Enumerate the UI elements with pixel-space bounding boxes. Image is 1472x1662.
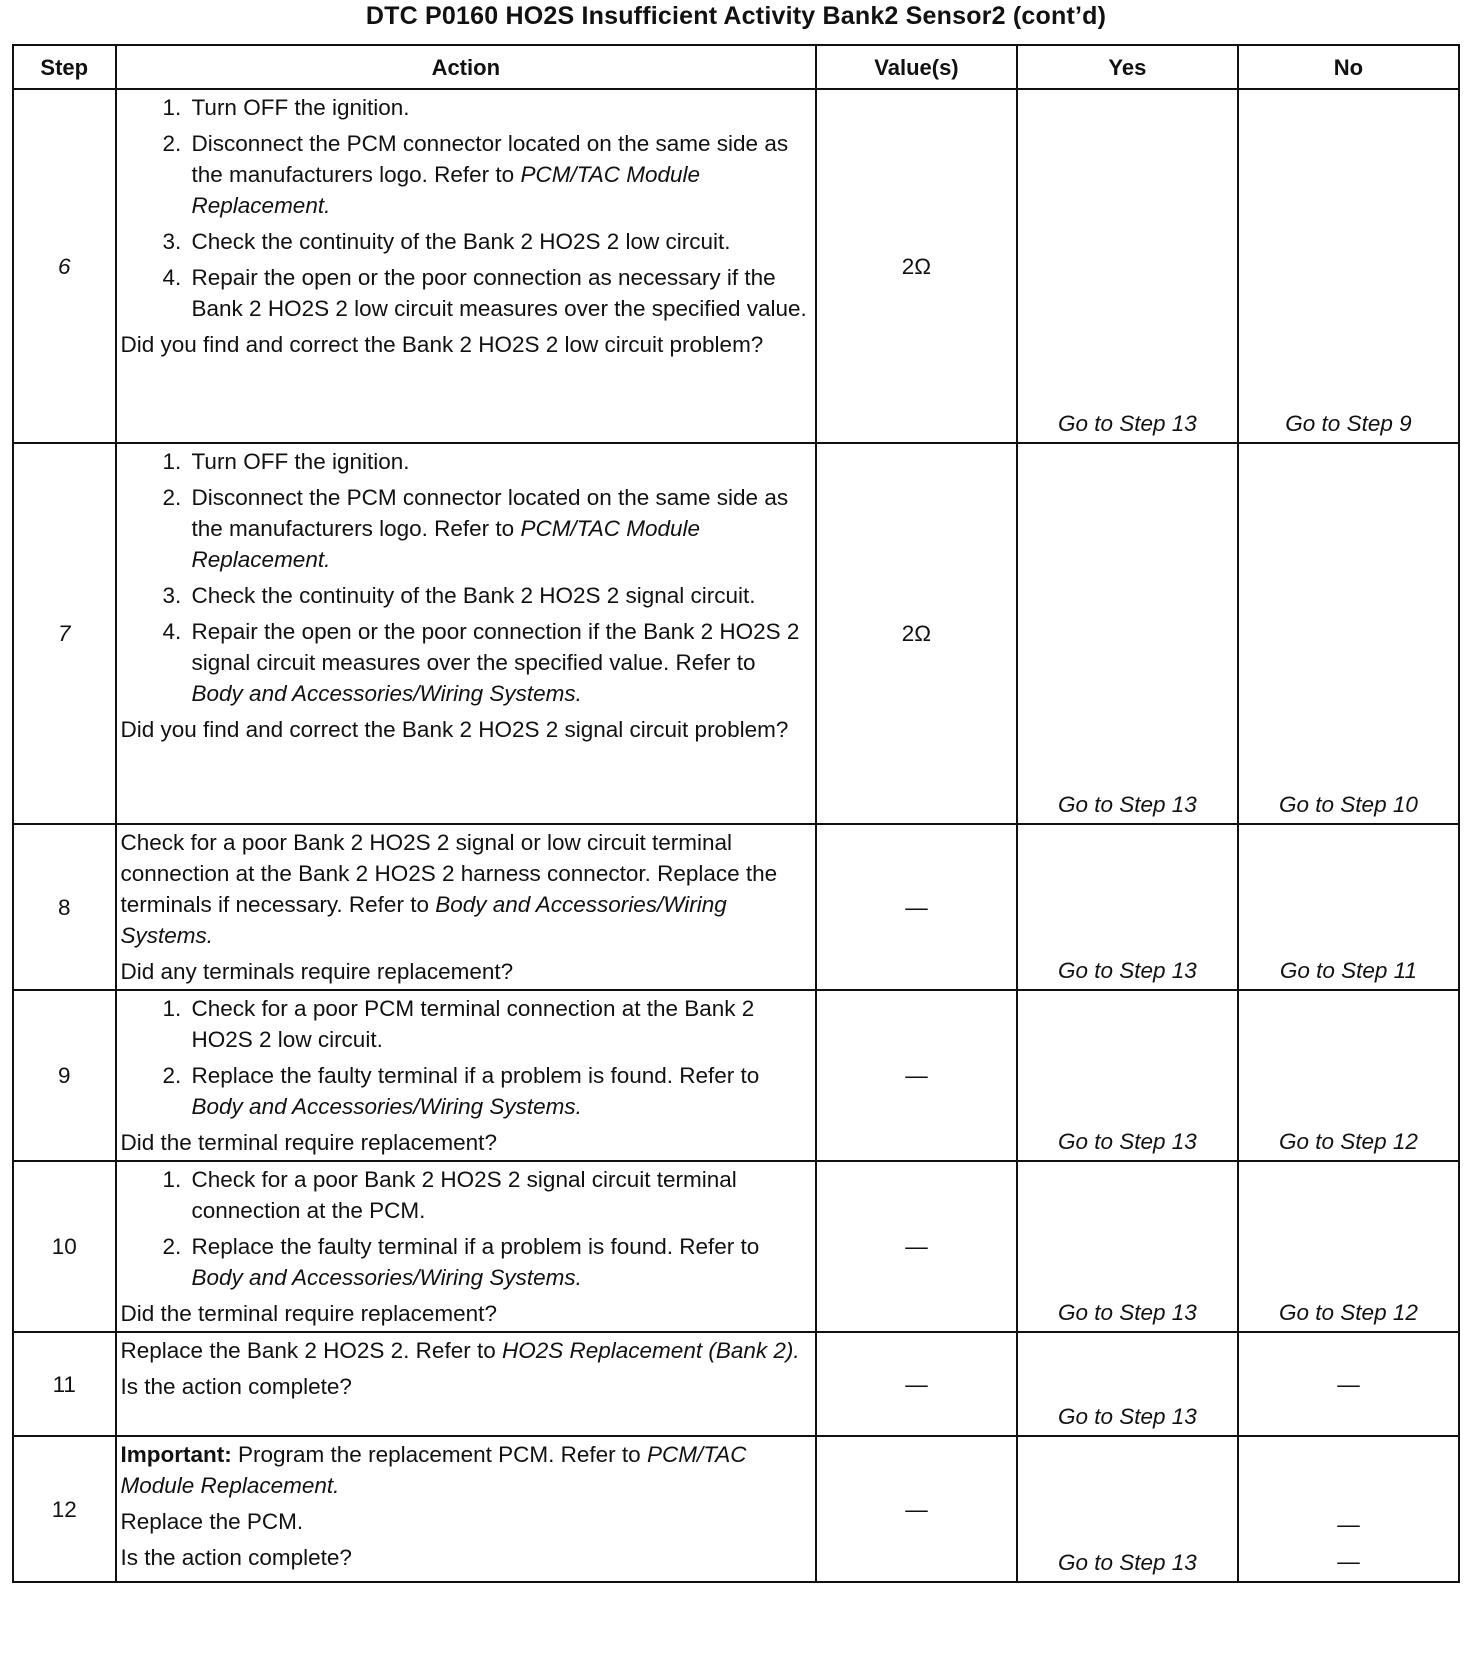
reference-link: PCM/TAC Module Replacement. [191,162,701,218]
step-number: 7 [13,443,116,824]
no-cell: — [1238,1332,1459,1436]
action-question: Did the terminal require replacement? [120,1301,497,1326]
header-values: Value(s) [816,45,1017,89]
value-cell: — [816,1436,1017,1582]
action-question: Did you find and correct the Bank 2 HO2S 2 signal circuit problem? [120,717,789,742]
action-list [121,993,812,1122]
step-number: 8 [13,824,116,990]
value-cell: 2Ω [816,443,1017,824]
header-step: Step [13,45,116,89]
action-text: Check for a poor Bank 2 HO2S 2 signal or low circuit terminal connection at the Bank 2 HO2S 2 harness connector. Replace the terminals if necessary. Refer to Body and Accessories/Wiring Systems. [120,830,778,948]
action-cell [116,1161,817,1332]
action-list [121,1164,812,1293]
value-cell: — [816,1161,1017,1332]
step-number: 9 [13,990,116,1161]
table-row [13,89,1459,443]
reference-link: Body and Accessories/Wiring Systems. [191,1094,582,1119]
important-label: Important: [120,1442,232,1467]
action-text: Replace the Bank 2 HO2S 2. Refer to HO2S Replacement (Bank 2). [120,1338,800,1363]
table-row [13,990,1459,1161]
yes-cell: Go to Step 13 [1017,824,1238,990]
value-cell: 2Ω [816,89,1017,443]
table-row [13,1332,1459,1436]
action-item: 1. Check for a poor PCM terminal connection at the Bank 2 HO2S 2 low circuit. [188,993,812,1055]
action-question: Is the action complete? [120,1374,352,1399]
table-row [13,824,1459,990]
action-cell [116,824,817,990]
yes-cell: Go to Step 13 [1017,443,1238,824]
action-question: Is the action complete? [120,1545,352,1570]
table-row [13,1436,1459,1582]
action-item: 4. Repair the open or the poor connection if the Bank 2 HO2S 2 signal circuit measures over the specified value. Refer to Body and Accessories/Wiring Systems. [188,616,812,709]
reference-link: HO2S Replacement (Bank 2). [501,1338,800,1363]
header-no: No [1238,45,1459,89]
step-number: 11 [13,1332,116,1436]
action-item: 2. Disconnect the PCM connector located on the same side as the manufacturers logo. Refer to PCM/TAC Module Replacement. [188,482,812,575]
diagnostic-steps-table [12,44,1460,1583]
no-cell: Go to Step 11 [1238,824,1459,990]
action-cell [116,443,817,824]
yes-cell: Go to Step 13 [1017,990,1238,1161]
yes-cell: Go to Step 13 [1017,89,1238,443]
page-title: DTC P0160 HO2S Insufficient Activity Bank2 Sensor2 (cont’d) [365,2,1107,30]
action-item: 3. Check the continuity of the Bank 2 HO2S 2 signal circuit. [188,580,812,611]
header-action: Action [116,45,817,89]
header-yes: Yes [1017,45,1238,89]
yes-cell: Go to Step 13 [1017,1436,1238,1582]
no-cell: Go to Step 9 [1238,89,1459,443]
yes-cell: Go to Step 13 [1017,1161,1238,1332]
reference-link: Body and Accessories/Wiring Systems. [191,1265,582,1290]
step-number: 12 [13,1436,116,1582]
no-cell: Go to Step 12 [1238,1161,1459,1332]
action-item: 1. Turn OFF the ignition. [188,446,812,477]
no-cell: Go to Step 12 [1238,990,1459,1161]
action-text: Replace the PCM. [120,1509,304,1534]
step-number: 6 [13,89,116,443]
reference-link: PCM/TAC Module Replacement. [191,516,701,572]
action-cell [116,1436,817,1582]
step-number: 10 [13,1161,116,1332]
action-question: Did the terminal require replacement? [120,1130,497,1155]
important-note: Important: Program the replacement PCM. Refer to PCM/TAC Module Replacement. [120,1442,747,1498]
action-item: 2. Replace the faulty terminal if a problem is found. Refer to Body and Accessories/Wiring Systems. [188,1231,812,1293]
yes-cell: Go to Step 13 [1017,1332,1238,1436]
action-item: 2. Replace the faulty terminal if a problem is found. Refer to Body and Accessories/Wiring Systems. [188,1060,812,1122]
no-dash: — [1337,1512,1360,1537]
action-question: Did any terminals require replacement? [120,959,514,984]
value-cell: — [816,1332,1017,1436]
action-list [121,446,812,709]
action-cell [116,1332,817,1436]
action-question: Did you find and correct the Bank 2 HO2S 2 low circuit problem? [120,332,764,357]
value-cell: — [816,824,1017,990]
action-item: 2. Disconnect the PCM connector located on the same side as the manufacturers logo. Refer to PCM/TAC Module Replacement. [188,128,812,221]
reference-link: Body and Accessories/Wiring Systems. [191,681,582,706]
reference-link: PCM/TAC Module Replacement. [120,1442,747,1498]
action-list [121,92,812,324]
action-cell [116,89,817,443]
no-dash: — [1337,1549,1360,1574]
action-item: 1. Check for a poor Bank 2 HO2S 2 signal circuit terminal connection at the PCM. [188,1164,812,1226]
no-cell [1238,1436,1459,1582]
reference-link: Body and Accessories/Wiring Systems. [120,892,727,948]
action-item: 3. Check the continuity of the Bank 2 HO2S 2 low circuit. [188,226,812,257]
action-cell [116,990,817,1161]
value-cell: — [816,990,1017,1161]
table-row [13,443,1459,824]
action-item: 1. Turn OFF the ignition. [188,92,812,123]
no-cell: Go to Step 10 [1238,443,1459,824]
table-row [13,1161,1459,1332]
table-header-row [13,45,1459,89]
action-item: 4. Repair the open or the poor connection as necessary if the Bank 2 HO2S 2 low circuit measures over the specified value. [188,262,812,324]
